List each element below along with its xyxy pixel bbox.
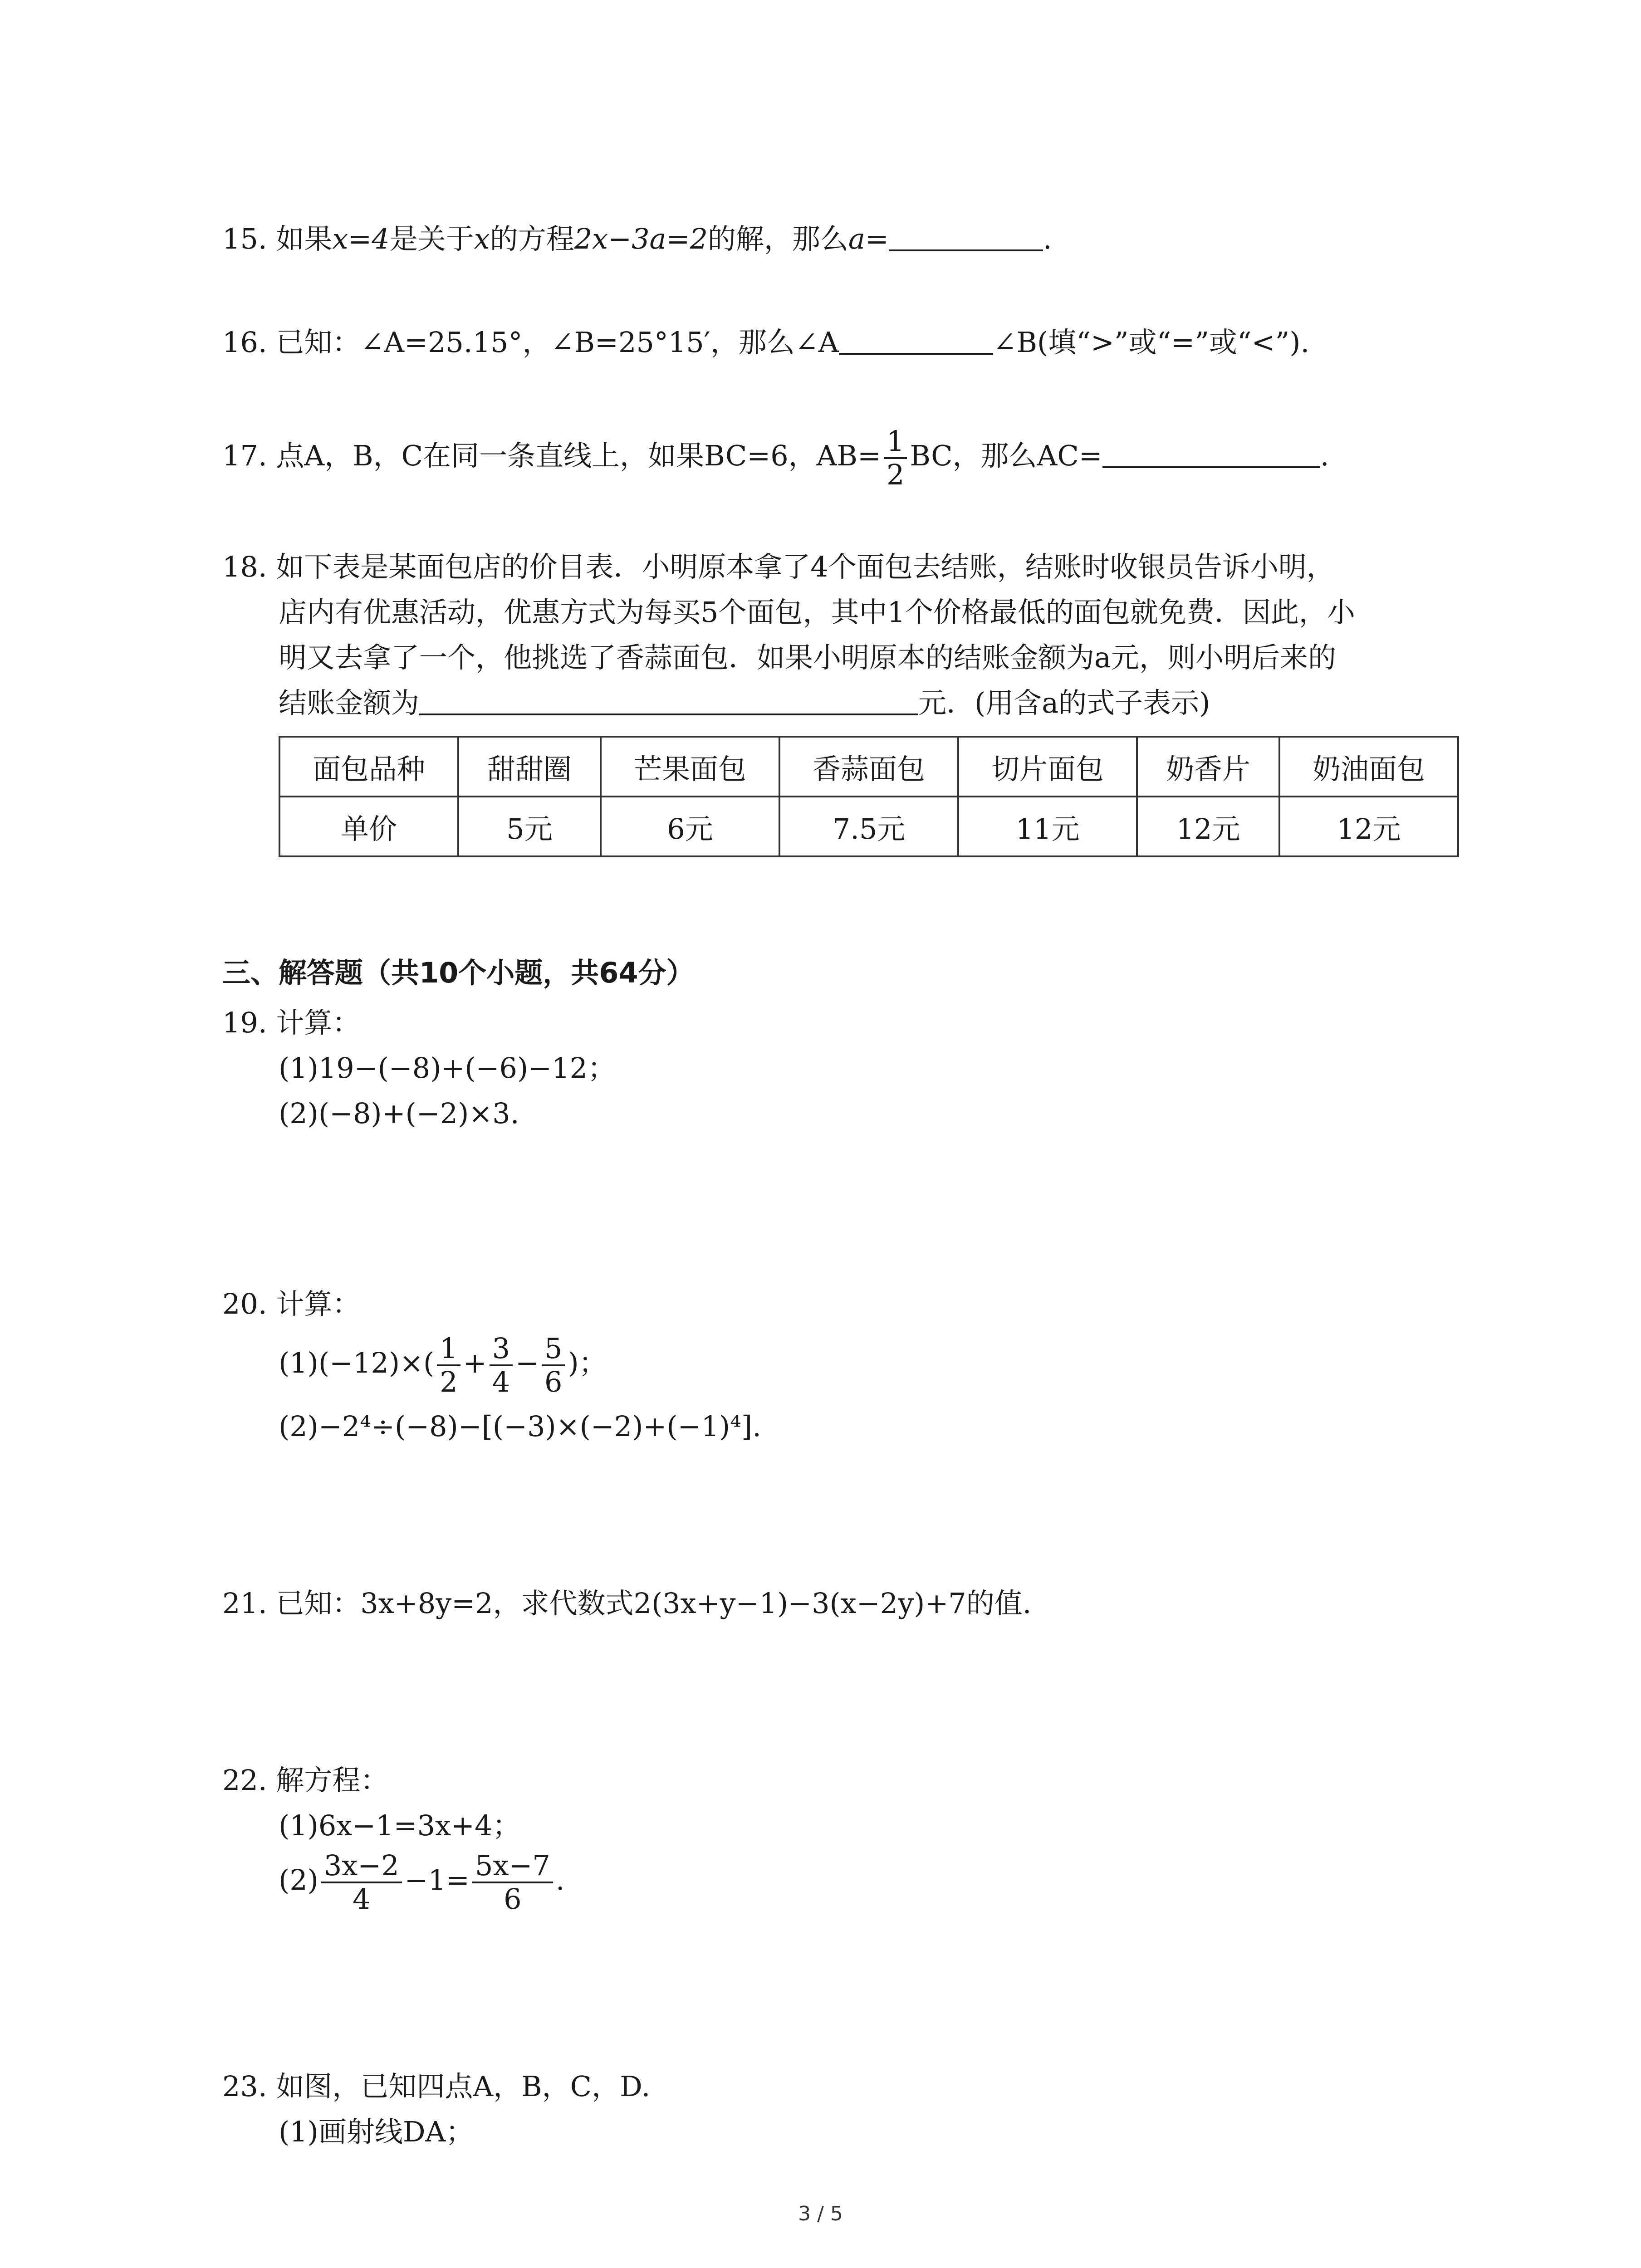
q18-text: 结账金额为 <box>279 686 420 719</box>
answer-blank[interactable] <box>419 686 918 715</box>
q22-title: 解方程： <box>276 1764 389 1797</box>
answer-blank[interactable] <box>839 326 993 355</box>
plus-sign: + <box>463 1346 487 1379</box>
q17-text: BC，那么AC= <box>910 439 1102 472</box>
page-number: 3 / 5 <box>798 2202 843 2225</box>
q23-text: 如图，已知四点A，B，C，D. <box>276 2070 651 2103</box>
fraction: $\frac{3}{4}$ <box>490 1333 513 1398</box>
q16-text: 已知：∠A=25.15°，∠B=25°15′，那么∠A <box>276 326 839 359</box>
q15-x-value: x=4 <box>332 222 390 255</box>
price-table <box>279 736 1459 857</box>
q20-part-2: (2)−2⁴÷(−8)−[(−3)×(−2)+(−1)⁴]. <box>279 1410 761 1443</box>
answer-blank[interactable] <box>1102 439 1320 468</box>
q20-text: )； <box>568 1346 607 1379</box>
minus-sign: − <box>515 1346 539 1379</box>
q17-text: 点A，B，C在同一条直线上，如果BC=6，AB= <box>276 439 881 472</box>
q15-text: 的解，那么 <box>707 222 848 255</box>
q17-end: . <box>1320 439 1329 472</box>
table-cell: 7.5元 <box>779 797 958 856</box>
question-number: 20. <box>222 1287 267 1320</box>
q19-title: 计算： <box>276 1006 361 1039</box>
q15-text: 如果 <box>276 222 333 255</box>
question-23 <box>222 2066 650 2107</box>
table-cell: 芒果面包 <box>601 737 779 797</box>
question-number: 18. <box>222 550 267 583</box>
question-22 <box>222 1760 388 1801</box>
q18-text: 明又去拿了一个，他挑选了香蒜面包．如果小明原本的结账金额为a元，则小明后来的 <box>279 641 1336 674</box>
table-cell: 甜甜圈 <box>458 737 601 797</box>
table-cell: 6元 <box>601 797 779 856</box>
question-number: 17. <box>222 439 267 472</box>
q15-equation: 2x−3a=2 <box>574 222 708 255</box>
table-cell: 单价 <box>279 797 458 856</box>
q20-text: (1)(−12)×( <box>279 1346 435 1379</box>
question-16 <box>222 322 1309 363</box>
q18-text: 如下表是某面包店的价目表．小明原本拿了4个面包去结账，结账时收银员告诉小明， <box>276 550 1335 583</box>
question-18-line-3 <box>279 637 1336 678</box>
q15-a: a= <box>848 222 889 255</box>
q21-text: 已知：3x+8y=2，求代数式2(3x+y−1)−3(x−2y)+7的值. <box>276 1587 1032 1620</box>
q18-text: 元．(用含a的式子表示) <box>918 686 1210 719</box>
table-cell: 奶油面包 <box>1279 737 1458 797</box>
q20-title: 计算： <box>276 1287 361 1320</box>
question-15 <box>222 219 1052 259</box>
answer-blank[interactable] <box>889 222 1043 251</box>
question-number: 19. <box>222 1006 267 1039</box>
q15-text: 的方程 <box>490 222 574 255</box>
question-20 <box>222 1284 360 1325</box>
q22-part-2 <box>279 1842 565 1919</box>
q15-text: 是关于 <box>389 222 474 255</box>
q15-variable: x <box>474 222 490 255</box>
question-number: 21. <box>222 1587 267 1620</box>
table-cell: 5元 <box>458 797 601 856</box>
table-cell: 切片面包 <box>958 737 1137 797</box>
q22-text: −1= <box>404 1863 470 1897</box>
table-cell: 香蒜面包 <box>779 737 958 797</box>
q18-text: 店内有优惠活动，优惠方式为每买5个面包，其中1个价格最低的面包就免费．因此，小 <box>279 596 1355 629</box>
question-number: 16. <box>222 326 267 359</box>
table-cell: 12元 <box>1279 797 1458 856</box>
q22-part-1: (1)6x−1=3x+4； <box>279 1809 521 1842</box>
question-19 <box>222 1002 360 1043</box>
q15-end: . <box>1043 222 1052 255</box>
question-18-line-2 <box>279 592 1355 633</box>
question-18-line-4 <box>279 683 1210 723</box>
section-title: 三、解答题（共10个小题，共64分） <box>222 956 695 989</box>
fraction: $\frac{1}{2}$ <box>884 425 907 491</box>
question-18-line-1 <box>222 547 1335 587</box>
table-cell: 奶香片 <box>1137 737 1279 797</box>
table-row <box>279 797 1458 856</box>
q19-part-1: (1)19−(−8)+(−6)−12； <box>279 1051 616 1085</box>
q23-part-1: (1)画射线DA； <box>279 2115 474 2148</box>
fraction: $\frac{3x-2}{4}$ <box>321 1850 402 1915</box>
q16-text: ∠B(填“>”或“=”或“<”). <box>993 326 1310 359</box>
fraction: $\frac{5x-7}{6}$ <box>472 1850 553 1915</box>
table-cell: 12元 <box>1137 797 1279 856</box>
fraction: $\frac{5}{6}$ <box>542 1333 565 1398</box>
table-cell: 11元 <box>958 797 1137 856</box>
q19-part-2: (2)(−8)+(−2)×3. <box>279 1097 519 1130</box>
question-number: 22. <box>222 1764 267 1797</box>
q22-text: (2) <box>279 1863 318 1897</box>
table-header-row <box>279 737 1458 797</box>
question-number: 23. <box>222 2070 267 2103</box>
fraction: $\frac{1}{2}$ <box>437 1333 460 1398</box>
q22-end: . <box>555 1863 565 1897</box>
question-number: 15. <box>222 222 267 255</box>
question-17 <box>222 422 1329 491</box>
q20-part-1 <box>279 1325 607 1402</box>
question-21 <box>222 1583 1031 1624</box>
table-cell: 面包品种 <box>279 737 458 797</box>
